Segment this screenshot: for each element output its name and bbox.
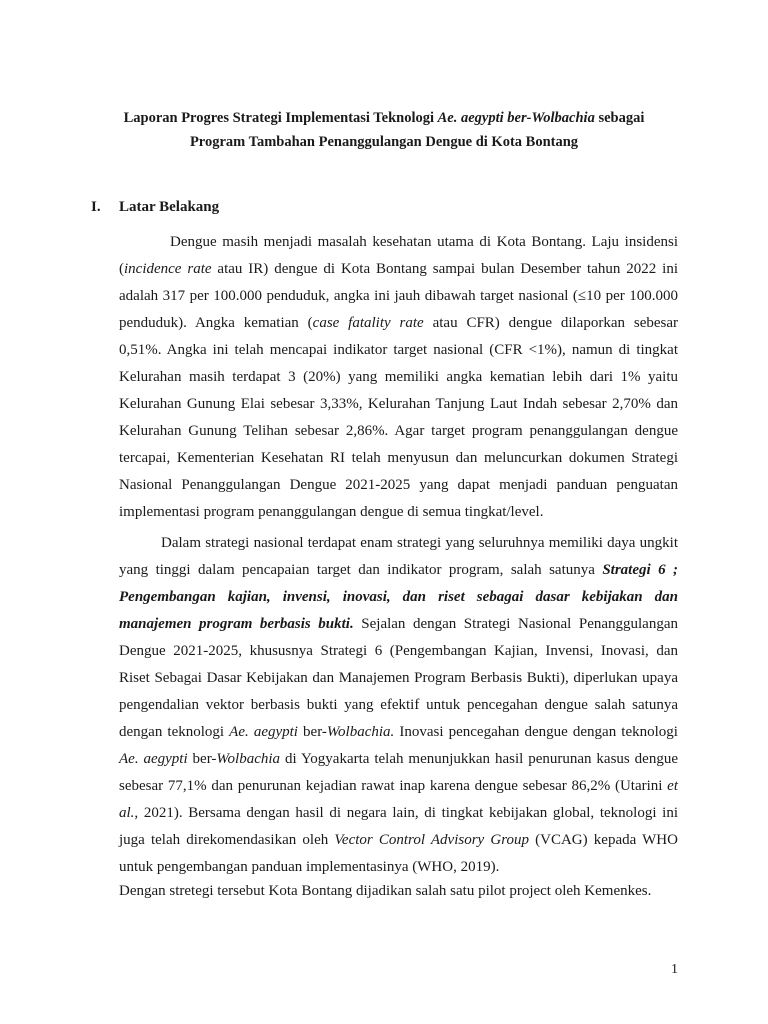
text-span: 0,51%. Angka ini telah mencapai indikator target nasional (CFR <1%), namun di tingkat [119, 342, 678, 358]
text-span: di Yogyakarta telah menunjukkan hasil penurunan kasus dengue [280, 751, 678, 767]
text-span: dengan teknologi [119, 724, 230, 740]
text-span: Kelurahan Gunung Elai sebesar 3,33%, Kelurahan Tanjung Laut Indah sebesar 2,70% dan [119, 396, 678, 412]
italic-text: al. [119, 805, 135, 821]
title-line-2: Program Tambahan Penanggulangan Dengue di Kota Bontang [189, 134, 579, 150]
text-span: , 2021). Bersama dengan hasil di negara lain, di tingkat kebijakan global, teknologi ini [134, 805, 678, 821]
text-line [119, 472, 678, 499]
text-span: atau IR) dengue di Kota Bontang sampai bulan Desember tahun 2022 ini [211, 261, 678, 277]
title-line-1 [100, 106, 668, 130]
italic-text: Wolbachia. [326, 724, 395, 740]
text-span: ber- [297, 724, 327, 740]
section-heading [91, 197, 219, 217]
text-line [119, 827, 678, 854]
emphasis-text: Strategi 6 ; [602, 562, 678, 578]
text-span: Inovasi pencegahan dengue dengan teknologi [394, 724, 678, 740]
text-span: Dalam strategi nasional terdapat enam strategi yang seluruhnya memiliki daya ungkit [161, 535, 678, 551]
paragraph-2 [119, 530, 678, 881]
text-line [119, 445, 678, 472]
text-line [119, 310, 678, 337]
text-line [119, 391, 678, 418]
text-span: pengendalian vektor berbasis bukti yang efektif untuk pencegahan dengue salah satunya [119, 697, 678, 713]
text-line [119, 719, 678, 746]
text-span: (VCAG) kepada WHO [528, 832, 678, 848]
bold-italic-text [119, 589, 678, 605]
text-span: Kelurahan masih terdapat 3 (20%) yang memiliki angka kematian lebih dari 1% yaitu [119, 369, 678, 385]
text-span: Sejalan dengan Strategi Nasional Penanggulangan [353, 616, 679, 632]
italic-text: incidence rate [124, 261, 212, 277]
text-line [119, 530, 678, 557]
text-span: atau CFR) dengue dilaporkan sebesar [423, 315, 679, 331]
text-line [119, 773, 678, 800]
text-span: Kelurahan Gunung Telihan sebesar 2,86%. Agar target program penanggulangan dengue [119, 423, 678, 439]
text-span: penduduk). Angka kematian ( [119, 315, 313, 331]
text-line [119, 256, 678, 283]
text-span: ( [119, 261, 124, 277]
text-span: Nasional Penanggulangan Dengue 2021-2025 yang dapat menjadi panduan penguatan [119, 477, 678, 493]
text-line [119, 584, 678, 611]
text-span: Dengue 2021-2025, khususnya Strategi 6 (Pengembangan Kajian, Invensi, Inovasi, dan [119, 643, 678, 659]
text-span: ber- [187, 751, 217, 767]
page-number: 1 [671, 962, 678, 977]
italic-text: Ae. aegypti [119, 751, 188, 767]
text-span: juga telah direkomendasikan oleh [119, 832, 335, 848]
document-title [100, 106, 668, 154]
section-number: I. [91, 199, 101, 215]
title-text: sebagai [594, 110, 645, 126]
text-line [119, 638, 678, 665]
text-line [119, 418, 678, 445]
text-span: untuk pengembangan panduan implementasinya (WHO, 2019). [119, 859, 500, 875]
text-line [119, 557, 678, 584]
text-line [119, 746, 678, 773]
text-line [119, 283, 678, 310]
text-span: yang tinggi dalam pencapaian target dan indikator program, salah satunya [119, 562, 603, 578]
text-span: Riset Sebagai Dasar Kebijakan dan Manajemen Program Berbasis Bukti), diperlukan upaya [119, 670, 678, 686]
text-line [119, 499, 678, 526]
text-line [119, 665, 678, 692]
italic-text: Wolbachia [216, 751, 281, 767]
italic-text: et [667, 778, 678, 794]
bold-italic-text [119, 616, 354, 632]
text-line [119, 800, 678, 827]
text-line [119, 229, 678, 256]
text-span: Dengue masih menjadi masalah kesehatan utama di Kota Bontang. Laju insidensi [170, 234, 678, 250]
title-italic-text: Ae. aegypti ber-Wolbachia [437, 110, 595, 126]
title-text: Laporan Progres Strategi Implementasi Teknologi [123, 110, 438, 126]
emphasis-text: manajemen program berbasis bukti. [119, 616, 354, 632]
italic-text: Vector Control Advisory Group [334, 832, 529, 848]
text-span: tercapai, Kementerian Kesehatan RI telah menyusun dan meluncurkan dokumen Strategi [119, 450, 678, 466]
section-label: Latar Belakang [119, 199, 220, 215]
text-line [119, 337, 678, 364]
text-span: implementasi program penanggulangan dengue di semua tingkat/level. [119, 504, 544, 520]
emphasis-text: Pengembangan kajian, invensi, inovasi, dan riset sebagai dasar kebijakan dan [119, 589, 678, 605]
text-line [119, 854, 678, 881]
text-line [119, 611, 678, 638]
italic-text: case fatality rate [312, 315, 424, 331]
text-line [119, 364, 678, 391]
bold-italic-text [602, 562, 678, 578]
text-line [119, 692, 678, 719]
italic-text: Ae. aegypti [229, 724, 298, 740]
paragraph-1 [119, 229, 678, 526]
closing-sentence: Dengan stretegi tersebut Kota Bontang dijadikan salah satu pilot project oleh Kemenkes. [119, 883, 652, 899]
text-span: adalah 317 per 100.000 penduduk, angka ini jauh dibawah target nasional (≤10 per 100.000 [119, 288, 678, 304]
text-span: sebesar 77,1% dan penurunan kejadian rawat inap karena dengue sebesar 86,2% (Utarini [119, 778, 668, 794]
